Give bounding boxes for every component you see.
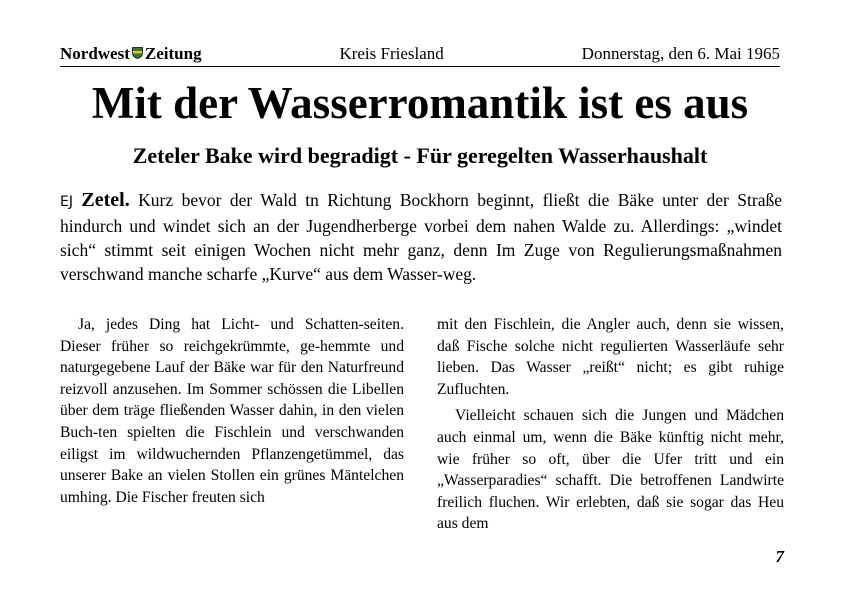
column-left-paragraph: Ja, jedes Ding hat Licht- und Schatten-seiten. Dieser früher so reichgekrümmte, ge-hemmte und naturgegebene Lauf der Bäke war für den Naturfreund reizvoll anzusehen. Im Sommer schössen die Libellen über dem träge fließenden Wasser dahin, in den vielen Buch-ten spielten die Fischlein und verschwanden eiligst im wildwuchernden Pflanzengetümmel, das unserer Bake an vielen Stollen ein grünes Mäntelchen umhing. Die Fischer freuten sich — [60, 316, 404, 506]
lead-paragraph — [60, 188, 782, 286]
column-right-paragraph-2: Vielleicht schauen sich die Jungen und Mädchen auch einmal um, wenn die Bäke künftig nicht mehr, wie früher so oft, über die Ufer tritt und ein „Wasserparadies“ schafft. Die betroffenen Landwirte freilich fluchen. Wir erlebten, daß sie sogar das Heu aus dem — [437, 407, 784, 533]
headline: Mit der Wasserromantik ist es aus — [91, 78, 749, 128]
newspaper-name-part1: Nordwest — [60, 44, 130, 63]
page-number: 7 — [775, 547, 784, 566]
section-name: Kreis Friesland — [339, 44, 444, 63]
column-right-paragraph-1: mit den Fischlein, die Angler auch, denn sie wissen, daß Fische solche nicht regulierten Wasserläufe sehr lieben. Das Wasser „reißt“ nicht; es gibt ruhige Zufluchten. — [437, 316, 784, 398]
newspaper-name-part2: Zeitung — [144, 44, 202, 63]
lead-text: Kurz bevor der Wald tn Richtung Bockhorn beginnt, fließt die Bäke unter der Straße hindurch und windet sich an der Jugendherberge vorbei dem nahen Walde zu. Allerdings: „windet sich“ stimmt seit einigen Wochen nicht mehr ganz, denn Im Zuge von Regulierungsmaßnahmen verschwand manche scharfe „Kurve“ aus dem Wasser-weg. — [60, 190, 783, 284]
column-right — [437, 314, 784, 535]
newspaper-name — [60, 44, 202, 64]
author-initials: EJ — [60, 194, 73, 210]
column-left — [60, 314, 404, 508]
dateline-place: Zetel. — [81, 189, 130, 211]
subheadline: Zeteler Bake wird begradigt - Für geregelten Wasserhaushalt — [132, 143, 708, 168]
issue-date: Donnerstag, den 6. Mai 1965 — [581, 44, 780, 63]
masthead — [60, 44, 780, 67]
crest-icon — [132, 47, 143, 59]
